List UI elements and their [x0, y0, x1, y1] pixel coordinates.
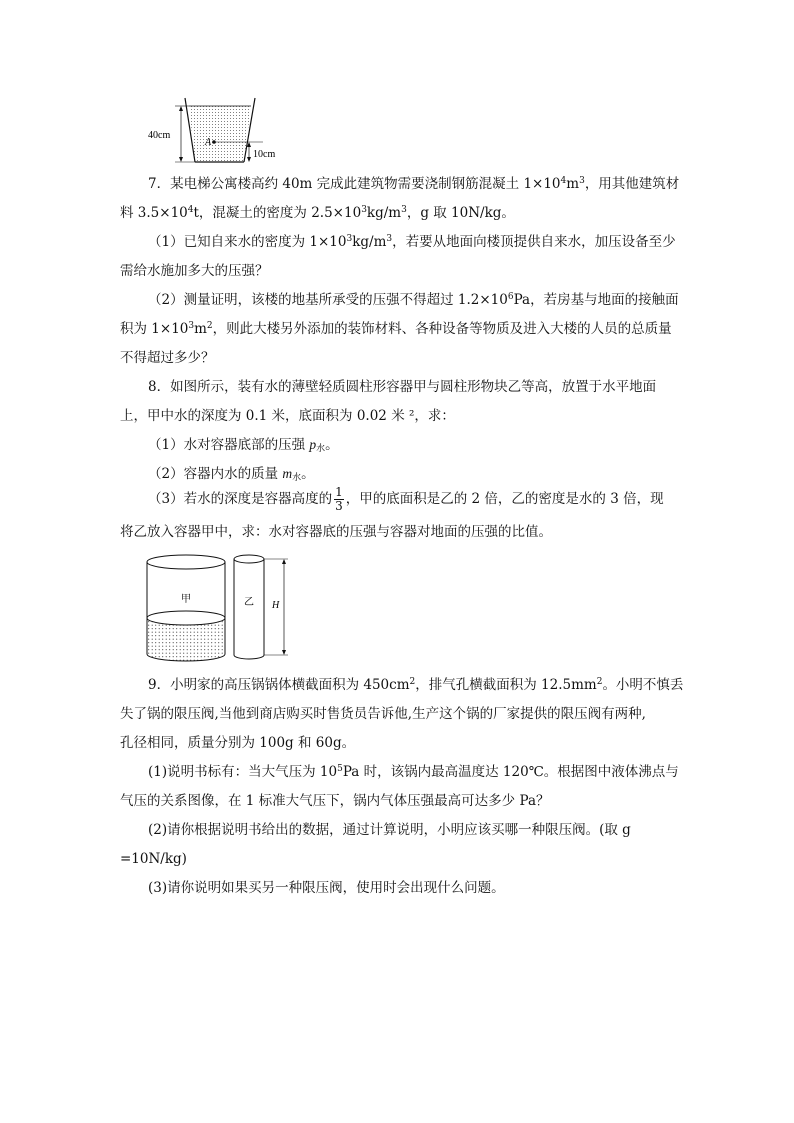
- height-label: 40cm: [148, 130, 171, 141]
- cylinder-jia: [147, 555, 225, 661]
- label-yi: 乙: [244, 597, 254, 608]
- q9-part1-line-1: (1)说明书标有：当大气压为 $10^5Pa$ 时，该锅内最高温度达 120℃。根据图中液体沸点与: [148, 764, 679, 780]
- container-figure: [145, 96, 285, 168]
- cylinder-yi: [234, 555, 264, 659]
- q7-part2-line-1: （2）测量证明，该楼的地基所承受的压强不得超过 $1.2\times 10^6Pa$，若房基与地面的接触面: [148, 292, 679, 308]
- point-a-label: A: [205, 137, 212, 148]
- point-a: [212, 140, 216, 144]
- label-h: H: [272, 600, 280, 611]
- q7-part2-line-2: 积为 $1\times 10^3m^2$，则此大楼另外添加的装饰材料、各种设备等物质及进入大楼的人员的总质量: [120, 321, 672, 337]
- q7-line-1: 7．某电梯公寓楼高约 40m 完成此建筑物需要浇制钢筋混凝土 $1\times 10^4m^3$，用其他建筑材: [148, 176, 680, 192]
- q7-part1-line-2: 需给水施加多大的压强？: [120, 263, 269, 279]
- q8-part3-line-2: 将乙放入容器甲中，求：水对容器底的压强与容器对地面的压强的比值。: [120, 524, 552, 540]
- q9-part2-line-2: =10N/kg): [120, 851, 187, 867]
- q9-part2-line-1: (2)请你根据说明书给出的数据，通过计算说明，小明应该买哪一种限压阀。(取 g: [148, 822, 631, 838]
- cylinders-figure: [140, 550, 300, 668]
- label-jia: 甲: [181, 594, 191, 605]
- q7-part2-line-3: 不得超过多少？: [120, 350, 215, 366]
- q7-line-2: 料 $3.5\times 10^4t$，混凝土的密度为 $2.5\times 10^3kg/m^3$，g 取 10N/kg。: [120, 205, 515, 221]
- q8-part3-line-1: （3）若水的深度是容器高度的 $\frac{1}{3}$ ，甲的底面积是乙的 2 倍，乙的密度是水的 3 倍，现: [148, 485, 664, 513]
- q9-line-3: 孔径相同，质量分别为 100g 和 60g。: [120, 735, 356, 751]
- water-surface-jia: [147, 611, 225, 625]
- q9-part1-line-2: 气压的关系图像，在 1 标准大气压下，锅内气体压强最高可达多少 Pa？: [120, 793, 550, 809]
- q9-line-1: 9．小明家的高压锅锅体横截面积为 $450cm^2$，排气孔横截面积为 $12.5mm^2$。小明不慎丢: [148, 677, 684, 693]
- fraction-one-third: $\frac{1}{3}$: [335, 485, 343, 513]
- q8-part1: （1）水对容器底部的压强 $p_水$。: [148, 437, 339, 454]
- q8-part2: （2）容器内水的质量 $m_水$。: [148, 466, 315, 483]
- q9-part3: (3)请你说明如果买另一种限压阀，使用时会出现什么问题。: [148, 880, 505, 896]
- q8-line-1: 8．如图所示，装有水的薄壁轻质圆柱形容器甲与圆柱形物块乙等高，放置于水平地面: [148, 379, 657, 395]
- q9-line-2: 失了锅的限压阀,当他到商店购买时售货员告诉他,生产这个锅的厂家提供的限压阀有两种,: [120, 706, 646, 722]
- depth-label: 10cm: [253, 149, 276, 160]
- water-fill: [189, 106, 251, 162]
- q7-part1-line-1: （1）已知自来水的密度为 $1\times 10^3kg/m^3$，若要从地面向楼顶提供自来水，加压设备至少: [148, 234, 676, 250]
- q8-line-2: 上，甲中水的深度为 0.1 米，底面积为 0.02 米 ²，求：: [120, 408, 455, 424]
- water-fill-jia: [147, 618, 225, 661]
